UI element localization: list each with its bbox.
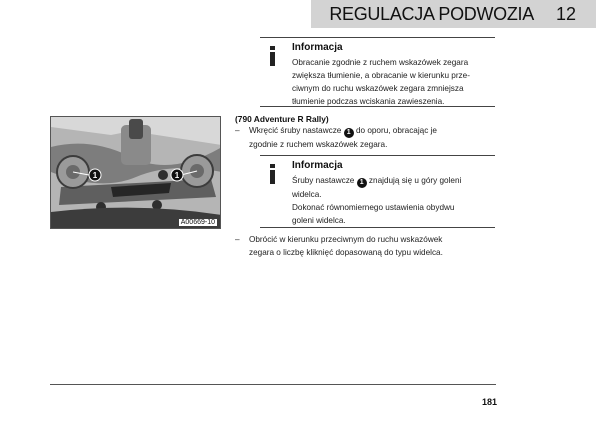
step-dash: – — [235, 126, 240, 135]
info-text-line: Obracanie zgodnie z ruchem wskazówek zegara — [292, 58, 469, 67]
info-text-line: ciwnym do ruchu wskazówek zegara zmniejsza — [292, 84, 464, 93]
step-line — [249, 124, 499, 138]
info-box-damping — [260, 37, 495, 107]
photo-callout-left: 1 — [92, 171, 98, 180]
step-text: do oporu, obracając je — [355, 126, 437, 135]
instruction-step-1 — [235, 124, 499, 151]
chapter-header — [311, 0, 596, 28]
info-heading: Informacja — [292, 160, 343, 171]
fork-adjuster-photo — [50, 116, 221, 229]
info-text — [292, 174, 492, 227]
callout-badge: 1 — [344, 128, 354, 138]
fork-photo-illustration — [51, 117, 221, 229]
chapter-title: REGULACJA PODWOZIA — [329, 3, 534, 24]
info-text-line: zwiększa tłumienie, a obracanie w kierunku prze- — [292, 71, 470, 80]
step-line: zegara o liczbę kliknięć dopasowaną do typu widelca. — [249, 248, 443, 257]
figure-label: A00669-10 — [180, 219, 215, 226]
page-number: 181 — [482, 397, 498, 407]
info-heading: Informacja — [292, 42, 343, 53]
step-text: Wkręcić śruby nastawcze — [249, 126, 342, 135]
info-text — [292, 56, 492, 108]
info-text-line: Dokonać równomiernego ustawienia obydwu — [292, 203, 455, 212]
info-icon — [268, 164, 277, 184]
step-line: zgodnie z ruchem wskazówek zegara. — [249, 140, 388, 149]
step-dash: – — [235, 235, 240, 244]
info-text-line: tłumienie podczas wciskania zawieszenia. — [292, 97, 445, 106]
step-line: Obrócić w kierunku przeciwnym do ruchu wskazówek — [249, 235, 443, 244]
info-text-line: goleni widelca. — [292, 216, 346, 225]
info-text-fragment: znajdują się u góry goleni — [368, 176, 462, 185]
info-box-adjusters — [260, 155, 495, 228]
instruction-step-2 — [235, 233, 499, 259]
photo-callout-right: 1 — [174, 171, 180, 180]
model-section-heading: (790 Adventure R Rally) — [235, 114, 329, 124]
info-text-fragment: Śruby nastawcze — [292, 176, 355, 185]
footer-divider — [50, 384, 496, 385]
info-text-line: widelca. — [292, 190, 322, 199]
info-text-line — [292, 174, 492, 188]
callout-badge: 1 — [357, 178, 367, 188]
info-icon — [268, 46, 277, 66]
chapter-number: 12 — [555, 3, 576, 24]
